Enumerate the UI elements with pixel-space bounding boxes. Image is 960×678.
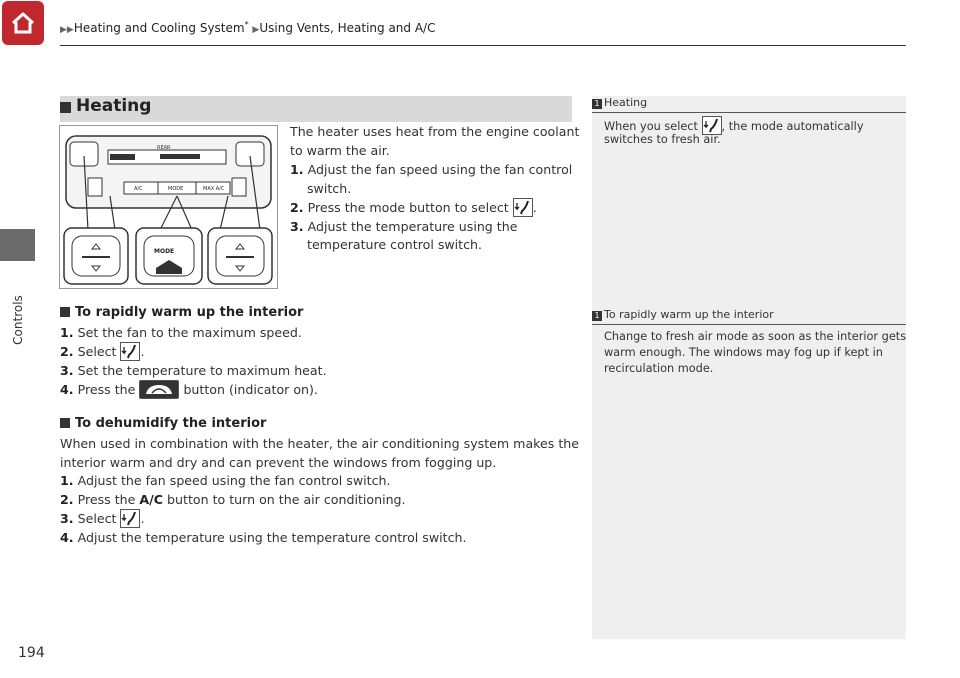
heating-intro-1: The heater uses heat from the engine coolant [290, 124, 580, 139]
dehumidify-step-2: 2. Press the A/C button to turn on the air conditioning. [60, 492, 406, 507]
dehumidify-step-3: 3. Select . [60, 511, 145, 526]
warm-up-heading: To rapidly warm up the interior [60, 305, 303, 320]
page-number: 194 [18, 645, 45, 661]
warm-up-step-2: 2. Select . [60, 344, 145, 359]
note-heading-line-2: switches to fresh air. [604, 133, 721, 146]
note-heating-line-1: When you select , the mode automatically [604, 116, 864, 135]
floor-mode-icon [513, 198, 533, 217]
header-rule [60, 45, 906, 46]
fig-button-mode: MODE [168, 186, 184, 192]
callout-mode-label: MODE [154, 248, 175, 255]
heating-intro-2: to warm the air. [290, 143, 390, 158]
warm-up-step-1: 1. Set the fan to the maximum speed. [60, 325, 302, 340]
dehumidify-heading: To dehumidify the interior [60, 416, 266, 431]
section-title: Heating [76, 96, 152, 116]
warm-up-step-4: 4. Press the button (indicator on). [60, 382, 318, 397]
note-warm-up-line-2: warm enough. The windows may fog up if kept in [604, 346, 883, 359]
heating-step-3: 3. Adjust the temperature using the [290, 219, 518, 234]
note-heading-warm-up[interactable]: 1 To rapidly warm up the interior [592, 308, 906, 321]
note-heading-heating[interactable]: 1 Heating [592, 96, 906, 109]
display-label: REAR [157, 145, 171, 151]
dehumidify-intro-2: interior warm and dry and can prevent the windows from fogging up. [60, 455, 497, 470]
breadcrumb-link-1[interactable]: Heating and Cooling System* [73, 20, 249, 35]
climate-control-figure [59, 125, 278, 289]
recirculation-icon [139, 380, 179, 399]
heating-step-1-cont: switch. [307, 181, 352, 196]
note-rule [592, 112, 906, 113]
heating-step-3-cont: temperature control switch. [307, 237, 483, 252]
fig-button-ac: A/C [134, 186, 143, 192]
section-header [60, 96, 572, 122]
warm-up-step-3: 3. Set the temperature to maximum heat. [60, 363, 327, 378]
chapter-label: Controls [11, 295, 25, 345]
heating-step-2: 2. Press the mode button to select . [290, 200, 537, 215]
floor-mode-icon [120, 342, 140, 361]
note-warm-up-line-3: recirculation mode. [604, 362, 714, 375]
home-button[interactable] [2, 1, 44, 45]
fig-button-max-ac: MAX A/C [203, 186, 225, 192]
chapter-tab[interactable] [0, 229, 35, 261]
note-warm-up-line-1: Change to fresh air mode as soon as the interior gets [604, 330, 907, 343]
note-icon: 1 [592, 311, 602, 321]
floor-mode-icon [120, 509, 140, 528]
dehumidify-intro-1: When used in combination with the heater, the air conditioning system makes the [60, 436, 579, 451]
dehumidify-step-4: 4. Adjust the temperature using the temperature control switch. [60, 530, 467, 545]
note-icon: 1 [592, 99, 602, 109]
breadcrumb-link-2[interactable]: Using Vents, Heating and A/C [259, 21, 436, 35]
heating-step-1: 1. Adjust the fan speed using the fan control [290, 162, 573, 177]
home-icon [9, 9, 37, 37]
note-rule [592, 324, 906, 325]
dehumidify-step-1: 1. Adjust the fan speed using the fan control switch. [60, 473, 391, 488]
breadcrumb: ▶▶Heating and Cooling System* ▶Using Vents, Heating and A/C [60, 20, 436, 35]
